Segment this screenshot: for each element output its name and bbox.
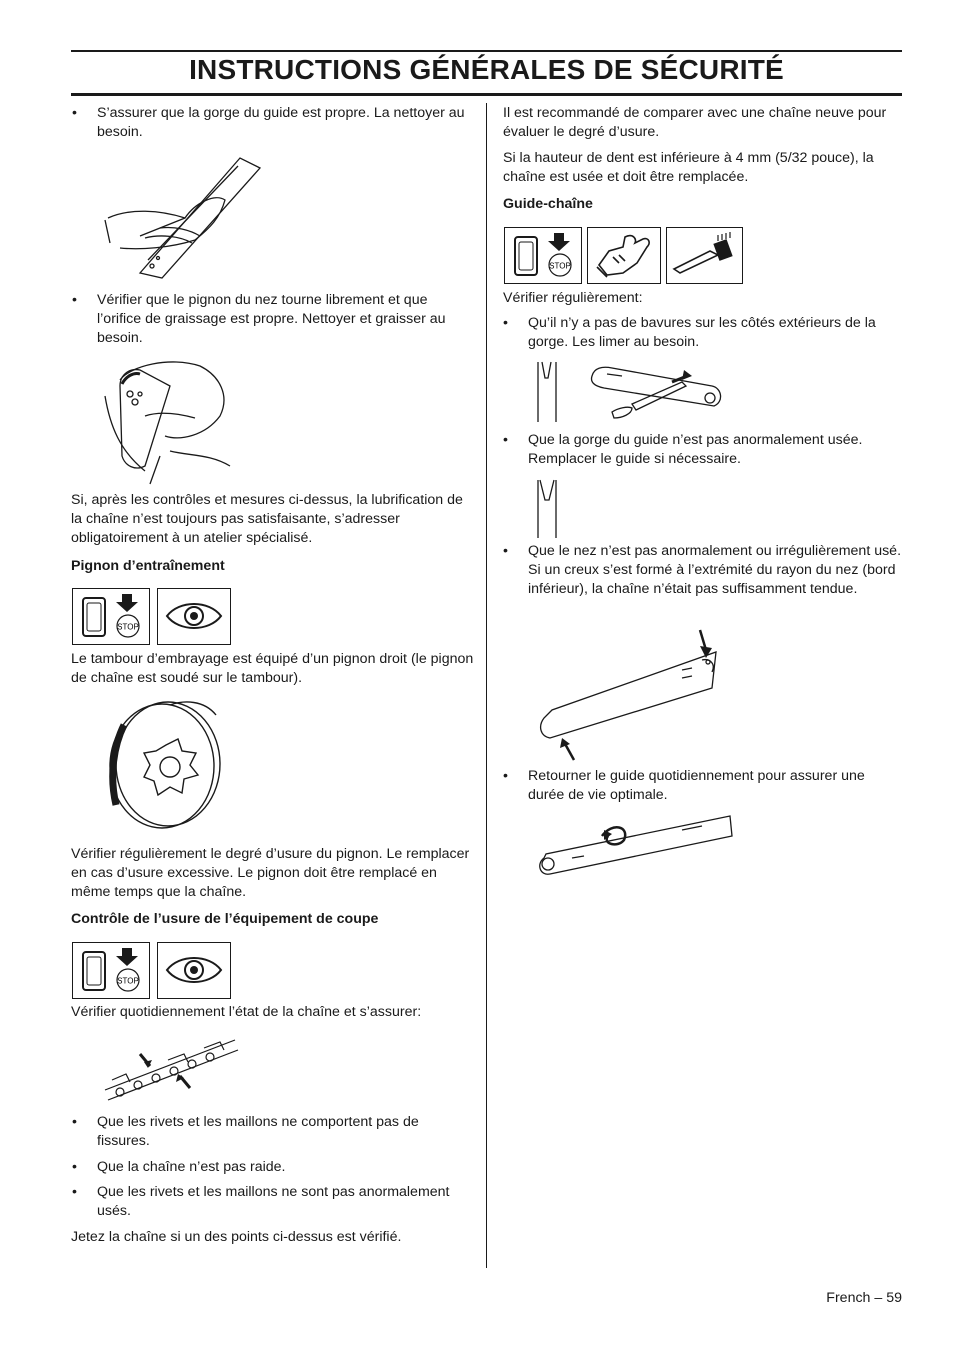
- stop-label: STOP: [117, 622, 139, 632]
- heading-guide-bar: Guide-chaîne: [503, 196, 593, 212]
- left-daily-check-paragraph: Vérifier quotidiennement l’état de la chaîne et s’assurer:: [71, 1004, 422, 1020]
- right-bullet-groove-wear: Que la gorge du guide n’est pas anormalement usée. Remplacer le guide si nécessaire.: [528, 432, 863, 467]
- stop-engine-icon: [504, 227, 584, 285]
- left-bullet-clean-groove: S’assurer que la gorge du guide est propre. La nettoyer au besoin.: [97, 105, 465, 140]
- saw-chain-illustration: [100, 1030, 245, 1105]
- left-sprocket-wear-paragraph: Vérifier régulièrement le degré d’usure du pignon. Le remplacer en cas d’usure excessive. Le pignon doit être remplacé en même temps que la chaîne.: [71, 846, 470, 900]
- left-discard-chain-paragraph: Jetez la chaîne si un des points ci-dessus est vérifié.: [71, 1229, 402, 1245]
- bullet-icon: •: [72, 1159, 77, 1175]
- eye-inspect-icon: [157, 588, 232, 646]
- glove-icon: [587, 227, 662, 285]
- right-compare-paragraph: Il est recommandé de comparer avec une chaîne neuve pour évaluer le degré d’usure.: [503, 105, 887, 140]
- turn-guide-bar-illustration: [532, 812, 737, 882]
- spur-sprocket-illustration: [104, 695, 229, 833]
- left-bullet-cracks: Que les rivets et les maillons ne comportent pas de fissures.: [97, 1114, 419, 1149]
- left-bullet-worn-rivets: Que les rivets et les maillons ne sont pas anormalement usés.: [97, 1184, 450, 1219]
- page-title: INSTRUCTIONS GÉNÉRALES DE SÉCURITÉ: [189, 54, 784, 85]
- heading-cutting-equipment-wear: Contrôle de l’usure de l’équipement de coupe: [71, 911, 379, 927]
- bullet-icon: •: [503, 543, 508, 559]
- column-divider: [486, 103, 487, 1268]
- bullet-icon: •: [503, 432, 508, 448]
- bullet-icon: •: [503, 768, 508, 784]
- left-bullet-stiff-chain: Que la chaîne n’est pas raide.: [97, 1159, 286, 1175]
- left-bullet-nose-sprocket: Vérifier que le pignon du nez tourne librement et que l’orifice de graissage est propre. Nettoyer et graisser au besoin.: [97, 292, 446, 346]
- file-brush-icon: [666, 227, 744, 285]
- left-clutch-drum-paragraph: Le tambour d’embrayage est équipé d’un pignon droit (le pignon de chaîne est soudé sur le tambour).: [71, 651, 474, 686]
- page-number: French – 59: [826, 1290, 902, 1306]
- right-bullet-nose-wear: Que le nez n’est pas anormalement ou irrégulièrement usé. Si un creux s’est formé à l’extrémité du rayon du nez (bord inférieur), la chaîne n’était pas suffisamment tendue.: [528, 543, 902, 597]
- left-lubrication-paragraph: Si, après les contrôles et mesures ci-dessus, la lubrification de la chaîne n’est toujours pas satisfaisante, s’adresser obligatoirement à un atelier spécialisé.: [71, 492, 463, 546]
- bullet-icon: •: [72, 105, 77, 121]
- bullet-icon: •: [72, 1114, 77, 1130]
- greasing-nose-illustration: [100, 356, 240, 488]
- worn-groove-illustration: [532, 476, 562, 540]
- heading-drive-sprocket: Pignon d’entraînement: [71, 558, 225, 574]
- stop-engine-icon: [72, 942, 152, 1000]
- right-bullet-turn-bar: Retourner le guide quotidiennement pour assurer une durée de vie optimale.: [528, 768, 865, 803]
- cleaning-bar-illustration: [100, 148, 270, 283]
- right-check-regularly: Vérifier régulièrement:: [503, 290, 643, 306]
- bullet-icon: •: [503, 315, 508, 331]
- eye-inspect-icon: [157, 942, 232, 1000]
- title-underline: [71, 93, 902, 96]
- stop-label: STOP: [549, 261, 571, 271]
- guide-bar-nose-illustration: [532, 622, 722, 764]
- stop-engine-icon: [72, 588, 152, 646]
- right-bullet-burrs: Qu’il n’y a pas de bavures sur les côtés extérieurs de la gorge. Les limer au besoin.: [528, 315, 876, 350]
- right-tooth-height-paragraph: Si la hauteur de dent est inférieure à 4 mm (5/32 pouce), la chaîne est usée et doit être remplacée.: [503, 150, 874, 185]
- bullet-icon: •: [72, 292, 77, 308]
- top-rule: [71, 50, 902, 52]
- file-burrs-illustration: [532, 358, 727, 428]
- bullet-icon: •: [72, 1184, 77, 1200]
- stop-label: STOP: [117, 976, 139, 986]
